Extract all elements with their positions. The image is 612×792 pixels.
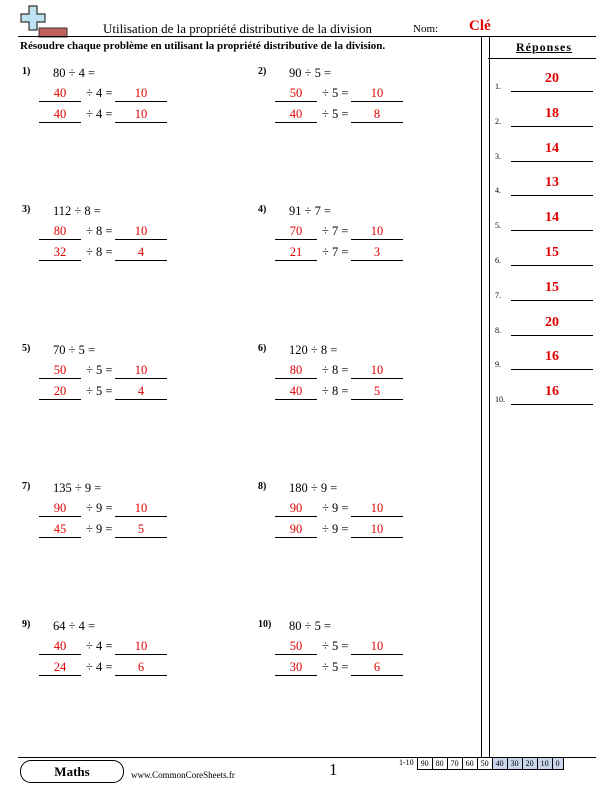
step-row [39, 245, 199, 263]
answer-number: 10. [495, 395, 505, 405]
answer-line [511, 230, 593, 231]
worksheet-title: Utilisation de la propriété distributive de la division [103, 21, 372, 36]
problem-number: 4) [258, 204, 267, 215]
divisor-operator: ÷ 5 = [86, 363, 113, 377]
step-row [275, 107, 435, 125]
problem [22, 343, 242, 413]
divisor-operator: ÷ 7 = [322, 245, 349, 259]
dividend-part: 90 [275, 501, 317, 517]
answer-line [511, 369, 593, 370]
answer-line [511, 161, 593, 162]
answer-value: 15 [545, 245, 559, 260]
problem-number: 1) [22, 66, 31, 77]
divisor-operator: ÷ 8 = [322, 363, 349, 377]
partial-quotient: 10 [351, 363, 403, 379]
partial-quotient: 10 [351, 522, 403, 538]
answer-value: 16 [545, 384, 559, 400]
problem-question: 90 ÷ 5 = [289, 66, 332, 80]
partial-quotient: 4 [115, 245, 167, 261]
answer-value: 14 [545, 210, 559, 226]
name-value: Clé [469, 18, 491, 34]
dividend-part: 50 [275, 639, 317, 655]
problem-question: 70 ÷ 5 = [53, 343, 96, 357]
answer-value: 15 [545, 279, 559, 295]
dividend-part: 70 [275, 224, 317, 240]
divisor-operator: ÷ 9 = [86, 501, 113, 515]
score-table [397, 757, 564, 770]
step-row [39, 639, 199, 657]
problem-number: 2) [258, 66, 267, 77]
divisor-operator: ÷ 4 = [86, 660, 113, 674]
step-row [39, 224, 199, 242]
answer-number: 6. [495, 256, 501, 265]
problem-question: 91 ÷ 7 = [289, 204, 332, 218]
problem [22, 66, 242, 136]
dividend-part: 40 [275, 107, 317, 123]
problem [22, 204, 242, 274]
score-cell: 70 [447, 757, 463, 770]
step-row [275, 363, 435, 381]
answer-value: 18 [545, 105, 559, 121]
divisor-operator: ÷ 5 = [322, 639, 349, 653]
problem-question: 80 ÷ 5 = [289, 619, 332, 633]
partial-quotient: 10 [351, 86, 403, 102]
problem-number: 8) [258, 481, 267, 492]
step-row [39, 501, 199, 519]
partial-quotient: 10 [115, 363, 167, 379]
page-number: 1 [329, 760, 338, 779]
step-row [39, 660, 199, 678]
answer-value: 14 [545, 140, 559, 156]
partial-quotient: 10 [115, 639, 167, 655]
answer-number: 8. [495, 325, 501, 335]
answer-number: 1. [495, 82, 501, 91]
answer-number: 9. [495, 360, 501, 370]
dividend-part: 90 [275, 522, 317, 538]
answer-line [511, 404, 593, 405]
partial-quotient: 3 [351, 245, 403, 261]
partial-quotient: 6 [115, 660, 167, 676]
divisor-operator: ÷ 8 = [86, 245, 113, 259]
partial-quotient: 10 [115, 224, 167, 240]
divisor-operator: ÷ 5 = [86, 384, 113, 398]
problem-number: 10) [258, 619, 272, 630]
instructions: Résoudre chaque problème en utilisant la propriété distributive de la division. [20, 40, 386, 52]
score-cell: 0 [552, 757, 564, 770]
answer-line [511, 265, 593, 266]
divisor-operator: ÷ 7 = [322, 224, 349, 238]
step-row [39, 363, 199, 381]
problem-question: 135 ÷ 9 = [53, 481, 102, 495]
problem-number: 7) [22, 481, 31, 492]
divisor-operator: ÷ 8 = [86, 224, 113, 238]
problem [258, 66, 478, 136]
partial-quotient: 5 [115, 522, 167, 538]
problem [258, 343, 478, 413]
dividend-part: 50 [275, 86, 317, 102]
step-row [275, 384, 435, 402]
column-divider [481, 37, 490, 758]
problem [22, 619, 242, 689]
problem-question: 112 ÷ 8 = [53, 204, 101, 218]
divisor-operator: ÷ 9 = [322, 501, 349, 515]
step-row [275, 660, 435, 678]
problem-question: 120 ÷ 8 = [289, 343, 338, 357]
problem-number: 5) [22, 343, 31, 354]
divisor-operator: ÷ 9 = [86, 522, 113, 536]
name-label: Nom: [413, 23, 439, 35]
dividend-part: 32 [39, 245, 81, 261]
problem [22, 481, 242, 551]
divisor-operator: ÷ 4 = [86, 107, 113, 121]
divisor-operator: ÷ 4 = [86, 639, 113, 653]
dividend-part: 45 [39, 522, 81, 538]
step-row [39, 107, 199, 125]
step-row [275, 86, 435, 104]
answer-number: 5. [495, 221, 501, 231]
problem [258, 619, 478, 689]
answer-value: 20 [545, 71, 559, 86]
answer-number: 4. [495, 186, 501, 196]
dividend-part: 24 [39, 660, 81, 676]
dividend-part: 40 [39, 639, 81, 655]
step-row [275, 245, 435, 263]
answers-divider [488, 58, 596, 59]
problem [258, 204, 478, 274]
partial-quotient: 5 [351, 384, 403, 400]
dividend-part: 40 [39, 107, 81, 123]
answer-value: 16 [545, 349, 559, 365]
step-row [275, 639, 435, 657]
problem-number: 6) [258, 343, 267, 354]
dividend-part: 80 [275, 363, 317, 379]
partial-quotient: 10 [115, 501, 167, 517]
dividend-part: 90 [39, 501, 81, 517]
partial-quotient: 4 [115, 384, 167, 400]
divisor-operator: ÷ 5 = [322, 86, 349, 100]
dividend-part: 80 [39, 224, 81, 240]
problem [258, 481, 478, 551]
step-row [275, 501, 435, 519]
site-url: www.CommonCoreSheets.fr [131, 770, 235, 780]
math-logo-icon [17, 4, 69, 38]
score-cell: 40 [492, 757, 508, 770]
divisor-operator: ÷ 8 = [322, 384, 349, 398]
divisor-operator: ÷ 5 = [322, 107, 349, 121]
dividend-part: 20 [39, 384, 81, 400]
score-cell: 10 [537, 757, 553, 770]
step-row [39, 384, 199, 402]
answer-number: 3. [495, 151, 501, 161]
problem-number: 3) [22, 204, 31, 215]
header-divider [18, 36, 596, 37]
dividend-part: 21 [275, 245, 317, 261]
score-cell: 80 [432, 757, 448, 770]
dividend-part: 40 [39, 86, 81, 102]
answer-line [511, 300, 593, 301]
answer-value: 20 [545, 314, 559, 330]
dividend-part: 50 [39, 363, 81, 379]
brand-badge: Maths [20, 760, 124, 783]
answer-value: 13 [545, 175, 559, 191]
divisor-operator: ÷ 4 = [86, 86, 113, 100]
partial-quotient: 10 [351, 224, 403, 240]
answers-title: Réponses [516, 40, 573, 54]
partial-quotient: 6 [351, 660, 403, 676]
score-cell: 90 [417, 757, 433, 770]
step-row [39, 86, 199, 104]
answer-number: 7. [495, 290, 501, 300]
problem-number: 9) [22, 619, 31, 630]
partial-quotient: 8 [351, 107, 403, 123]
divisor-operator: ÷ 9 = [322, 522, 349, 536]
dividend-part: 40 [275, 384, 317, 400]
score-range-label: 1-10 [399, 758, 414, 767]
answer-line [511, 195, 593, 196]
problem-question: 64 ÷ 4 = [53, 619, 96, 633]
partial-quotient: 10 [351, 501, 403, 517]
partial-quotient: 10 [115, 86, 167, 102]
score-cell: 60 [462, 757, 478, 770]
answer-line [511, 91, 593, 92]
answer-number: 2. [495, 116, 501, 126]
score-cell: 20 [522, 757, 538, 770]
step-row [39, 522, 199, 540]
answer-line [511, 335, 593, 336]
score-cell: 50 [477, 757, 493, 770]
step-row [275, 224, 435, 242]
score-cell: 30 [507, 757, 523, 770]
dividend-part: 30 [275, 660, 317, 676]
problem-question: 80 ÷ 4 = [53, 66, 96, 80]
partial-quotient: 10 [115, 107, 167, 123]
partial-quotient: 10 [351, 639, 403, 655]
divisor-operator: ÷ 5 = [322, 660, 349, 674]
step-row [275, 522, 435, 540]
problem-question: 180 ÷ 9 = [289, 481, 338, 495]
answer-line [511, 126, 593, 127]
